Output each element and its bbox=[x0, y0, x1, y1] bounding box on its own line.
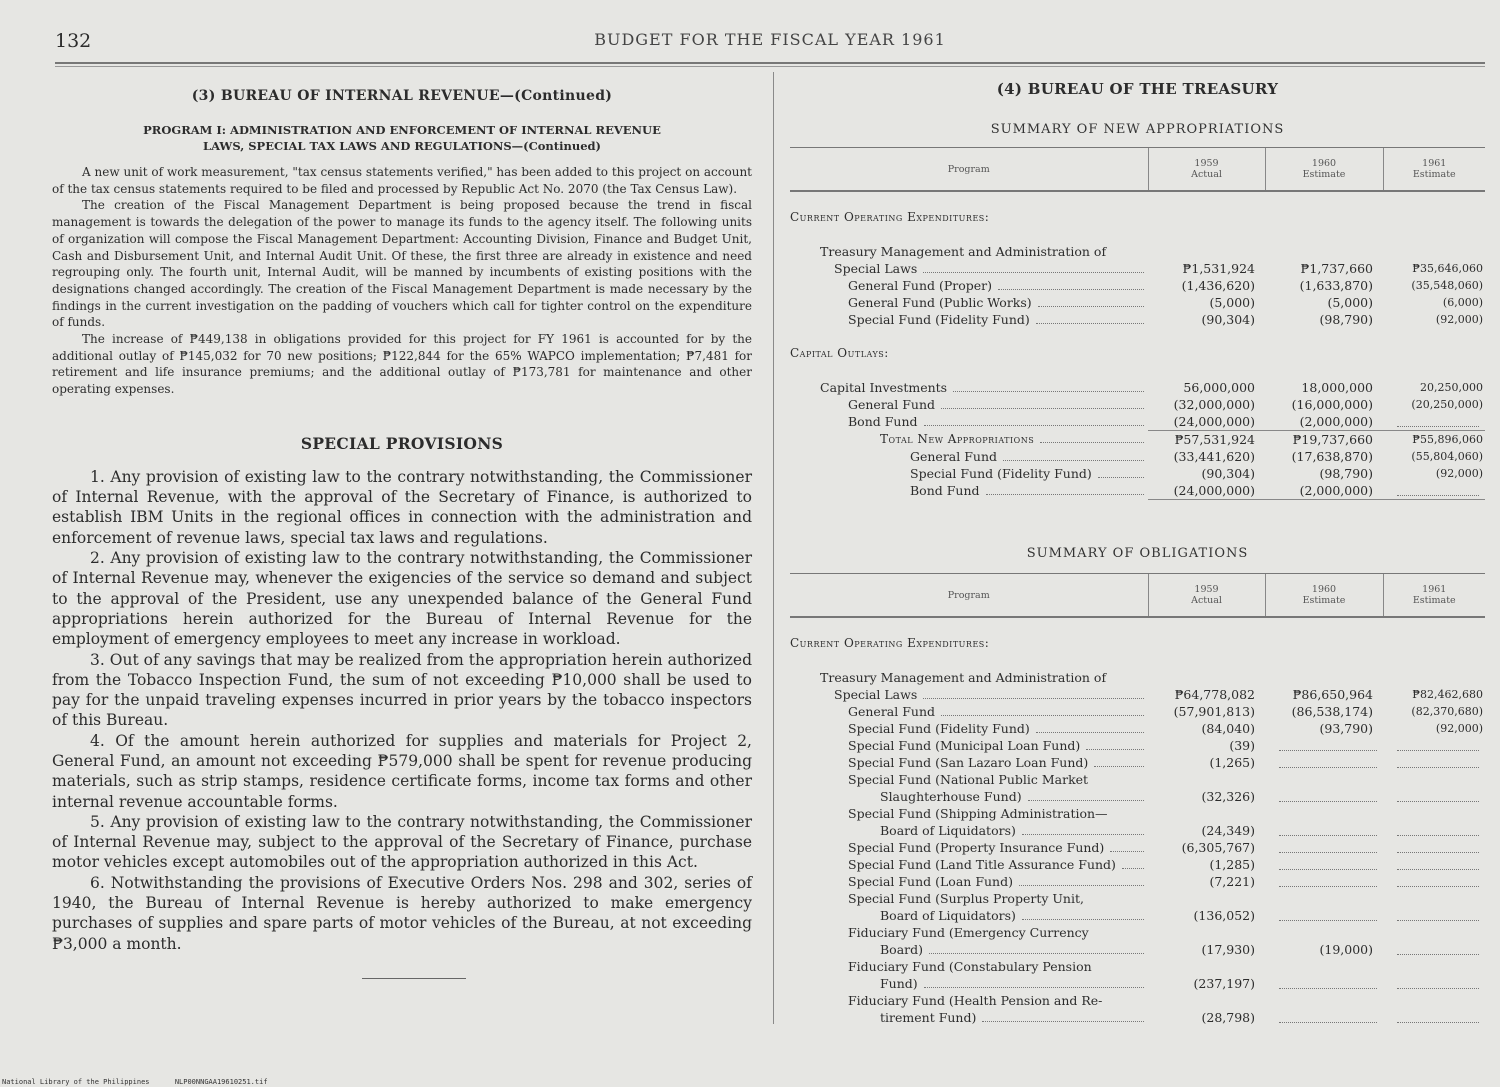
value-1961: (20,250,000) bbox=[1411, 398, 1483, 411]
table-row bbox=[790, 243, 1485, 260]
col-kind: Estimate bbox=[1302, 595, 1346, 606]
provision-item: 6. Notwithstanding the provisions of Executive Orders Nos. 298 and 302, series of 1940, the Bureau of Internal Revenue is hereby authorized to make emergency purchases of supplies and spare parts of motor vehicles of the Bureau, at not exceeding ₱3,000 a month. bbox=[52, 873, 752, 953]
category-heading: Current Operating Expenditures: bbox=[790, 636, 990, 650]
page-number: 132 bbox=[55, 30, 92, 52]
row-label: Special Fund (San Lazaro Loan Fund) bbox=[848, 755, 1089, 770]
value-1961-empty bbox=[1383, 907, 1485, 924]
narrative-paragraph: The creation of the Fiscal Management Department is being proposed because the trend in fiscal management is towards the delegation of the power to manage its funds to the agency itself. The following units of organization will compose the Fiscal Management Department: Accounting Division, Finance and Budget Unit, Cash and Disbursement Unit, and Internal Audit Unit. Of these, the first three are already in existence and need regrouping only. The fourth unit, Internal Audit, will be manned by incumbents of existing positions with the designations changed accordingly. The creation of the Fiscal Management Department is made necessary by the findings in the current investigation on the padding of vouchers which call for tighter control on the expenditure of funds. bbox=[52, 198, 752, 330]
col-1961 bbox=[1383, 148, 1485, 192]
value-1961: (35,548,060) bbox=[1411, 279, 1483, 292]
value-1959: ₱1,531,924 bbox=[1182, 261, 1255, 276]
value-1960: ₱19,737,660 bbox=[1292, 432, 1373, 447]
category-heading: Current Operating Expenditures: bbox=[790, 210, 990, 224]
table-row bbox=[790, 686, 1485, 703]
table-row bbox=[790, 975, 1485, 992]
value-1961: ₱82,462,680 bbox=[1412, 688, 1483, 701]
col-year: 1959 bbox=[1194, 158, 1219, 169]
value-1960-empty bbox=[1265, 873, 1383, 890]
value-1960: (16,000,000) bbox=[1291, 397, 1373, 412]
col-kind: Estimate bbox=[1412, 595, 1456, 606]
value-1961: (92,000) bbox=[1435, 467, 1483, 480]
col-program: Program bbox=[790, 574, 1148, 618]
value-1959: (7,221) bbox=[1209, 874, 1255, 889]
col-1959 bbox=[1148, 574, 1265, 618]
program-title bbox=[52, 122, 752, 154]
column-divider bbox=[773, 72, 774, 1024]
row-label: Special Laws bbox=[834, 687, 918, 702]
value-1961-empty bbox=[1383, 941, 1485, 958]
row-label: General Fund bbox=[910, 449, 998, 464]
col-1961 bbox=[1383, 574, 1485, 618]
value-1959: (90,304) bbox=[1201, 312, 1255, 327]
value-1960: (2,000,000) bbox=[1265, 482, 1383, 500]
table-header-row bbox=[790, 148, 1485, 192]
table-row bbox=[790, 907, 1485, 924]
value-1959: ₱64,778,082 bbox=[1174, 687, 1255, 702]
program-narrative bbox=[52, 164, 752, 398]
value-1961: ₱55,896,060 bbox=[1412, 433, 1483, 446]
value-1960: (86,538,174) bbox=[1291, 704, 1373, 719]
table-row bbox=[790, 703, 1485, 720]
value-1961: ₱35,646,060 bbox=[1412, 262, 1483, 275]
value-1959: (28,798) bbox=[1201, 1010, 1255, 1025]
value-1960: (98,790) bbox=[1319, 312, 1373, 327]
row-label: Treasury Management and Administration of bbox=[820, 670, 1107, 685]
row-label-line1: Special Fund (Shipping Administration— bbox=[848, 806, 1108, 821]
scan-footer bbox=[2, 1078, 268, 1086]
row-label: General Fund (Proper) bbox=[848, 278, 993, 293]
value-1959: (17,930) bbox=[1201, 942, 1255, 957]
value-1960-empty bbox=[1265, 839, 1383, 856]
table-row bbox=[790, 482, 1485, 500]
row-label: Board of Liquidators) bbox=[880, 823, 1016, 838]
row-label: Board) bbox=[880, 942, 924, 957]
value-1959: (32,326) bbox=[1201, 789, 1255, 804]
value-1959: (33,441,620) bbox=[1173, 449, 1255, 464]
table-row bbox=[790, 958, 1485, 975]
table-row bbox=[790, 737, 1485, 754]
value-1959: (84,040) bbox=[1201, 721, 1255, 736]
value-1960: ₱86,650,964 bbox=[1292, 687, 1373, 702]
table-row bbox=[790, 890, 1485, 907]
table-row bbox=[790, 788, 1485, 805]
value-1960: (5,000) bbox=[1327, 295, 1373, 310]
row-label: General Fund bbox=[848, 704, 936, 719]
value-1960: ₱1,737,660 bbox=[1300, 261, 1373, 276]
program-title-line1: PROGRAM I: ADMINISTRATION AND ENFORCEMENT OF INTERNAL REVENUE bbox=[143, 123, 661, 137]
value-1960: 18,000,000 bbox=[1301, 380, 1373, 395]
value-1959: (1,285) bbox=[1209, 857, 1255, 872]
table-row bbox=[790, 635, 1485, 652]
table-row bbox=[790, 413, 1485, 431]
value-1959: (1,265) bbox=[1209, 755, 1255, 770]
value-1961-empty bbox=[1383, 1009, 1485, 1026]
value-1960: (2,000,000) bbox=[1265, 413, 1383, 431]
value-1961: (82,370,680) bbox=[1411, 705, 1483, 718]
table-row bbox=[790, 992, 1485, 1009]
narrative-paragraph: A new unit of work measurement, "tax census statements verified," has been added to this project on account of the tax census statements required to be filed and processed by Republic Act No. 2070 (the Tax Census Law). bbox=[52, 165, 752, 196]
table-row bbox=[790, 771, 1485, 788]
provision-item: 3. Out of any savings that may be realized from the appropriation herein authorized from the Tobacco Inspection Fund, the sum of not exceeding ₱10,000 shall be used to pay for the unpaid traveling expenses incurred in prior years by the tobacco inspectors of this Bureau. bbox=[52, 650, 752, 730]
row-label: Special Fund (Municipal Loan Fund) bbox=[848, 738, 1081, 753]
appropriations-table bbox=[790, 147, 1485, 500]
table-row bbox=[790, 754, 1485, 771]
program-title-line2: LAWS, SPECIAL TAX LAWS AND REGULATIONS—(Continued) bbox=[202, 139, 601, 153]
value-1960: (1,633,870) bbox=[1299, 278, 1373, 293]
row-label: Bond Fund bbox=[910, 483, 980, 499]
row-label: Bond Fund bbox=[848, 414, 918, 430]
row-label: Fund) bbox=[880, 976, 918, 991]
row-label-line1: Fiduciary Fund (Health Pension and Re- bbox=[848, 993, 1103, 1008]
value-1961-empty bbox=[1383, 839, 1485, 856]
table-row bbox=[790, 805, 1485, 822]
special-provisions bbox=[52, 467, 752, 954]
value-1961-empty bbox=[1383, 856, 1485, 873]
value-1960-empty bbox=[1265, 737, 1383, 754]
value-1960-empty bbox=[1265, 754, 1383, 771]
row-label-line1: Fiduciary Fund (Constabulary Pension bbox=[848, 959, 1092, 974]
table-row bbox=[790, 396, 1485, 413]
table-row bbox=[790, 720, 1485, 737]
obligations-table bbox=[790, 573, 1485, 1026]
obligations-title: SUMMARY OF OBLIGATIONS bbox=[1026, 546, 1249, 561]
footer-source: National Library of the Philippines bbox=[2, 1078, 150, 1086]
header-rule bbox=[55, 62, 1485, 64]
col-year: 1960 bbox=[1311, 158, 1337, 169]
value-1960: (98,790) bbox=[1319, 466, 1373, 481]
col-1960 bbox=[1265, 148, 1383, 192]
value-1960-empty bbox=[1265, 788, 1383, 805]
section-title-treasury: (4) BUREAU OF THE TREASURY bbox=[996, 80, 1279, 98]
row-label-line1: Special Fund (Surplus Property Unit, bbox=[848, 891, 1084, 906]
value-1959: (32,000,000) bbox=[1173, 397, 1255, 412]
header-rule-thin bbox=[55, 66, 1485, 67]
table-row bbox=[790, 345, 1485, 362]
provision-item: 5. Any provision of existing law to the contrary notwithstanding, the Commissioner of Internal Revenue may, subject to the approval of the Secretary of Finance, purchase motor vehicles except automobiles out of the appropriation authorized in this Act. bbox=[52, 812, 752, 872]
row-label: Special Fund (Land Title Assurance Fund) bbox=[848, 857, 1116, 872]
table-row bbox=[790, 431, 1485, 449]
value-1959: (24,000,000) bbox=[1148, 413, 1265, 431]
table-row bbox=[790, 379, 1485, 396]
right-column bbox=[790, 80, 1485, 1026]
special-provisions-title: SPECIAL PROVISIONS bbox=[300, 433, 504, 453]
col-program: Program bbox=[790, 148, 1148, 192]
running-head: BUDGET FOR THE FISCAL YEAR 1961 bbox=[594, 30, 946, 49]
table-header-row bbox=[790, 574, 1485, 618]
section-title-bir: (3) BUREAU OF INTERNAL REVENUE—(Continued) bbox=[191, 88, 613, 104]
narrative-paragraph: The increase of ₱449,138 in obligations provided for this project for FY 1961 is accounted for by the additional outlay of ₱145,032 for 70 new positions; ₱122,844 for the 65% WAPCO implementation; ₱7,481 for retirement and life insurance premiums; and the additional outlay of ₱173,781 for maintenance and other operating expenses. bbox=[52, 332, 752, 397]
row-label: Special Fund (Property Insurance Fund) bbox=[848, 840, 1105, 855]
table-row bbox=[790, 669, 1485, 686]
value-1961: (92,000) bbox=[1435, 313, 1483, 326]
value-1959: (24,349) bbox=[1201, 823, 1255, 838]
value-1961-empty bbox=[1383, 482, 1485, 500]
value-1959: (39) bbox=[1229, 738, 1255, 753]
value-1959: (90,304) bbox=[1201, 466, 1255, 481]
table-row bbox=[790, 839, 1485, 856]
value-1961-empty bbox=[1383, 754, 1485, 771]
col-year: 1960 bbox=[1311, 584, 1337, 595]
table-row bbox=[790, 856, 1485, 873]
value-1959: (237,197) bbox=[1193, 976, 1255, 991]
row-label: Special Fund (Fidelity Fund) bbox=[910, 466, 1092, 481]
table-row bbox=[790, 448, 1485, 465]
provision-item: 4. Of the amount herein authorized for supplies and materials for Project 2, General Fund, an amount not exceeding ₱579,000 shall be spent for revenue producing materials, such as strip stamps, residence certificate forms, income tax forms and other internal revenue accountable forms. bbox=[52, 731, 752, 811]
value-1960: (93,790) bbox=[1319, 721, 1373, 736]
value-1959: ₱57,531,924 bbox=[1174, 432, 1255, 447]
value-1960-empty bbox=[1265, 1009, 1383, 1026]
col-1960 bbox=[1265, 574, 1383, 618]
value-1959: (5,000) bbox=[1209, 295, 1255, 310]
table-row bbox=[790, 822, 1485, 839]
row-label: Special Laws bbox=[834, 261, 918, 276]
row-label-line1: Special Fund (National Public Market bbox=[848, 772, 1089, 787]
row-label: Slaughterhouse Fund) bbox=[880, 789, 1022, 804]
col-kind: Actual bbox=[1191, 595, 1222, 606]
value-1960-empty bbox=[1265, 822, 1383, 839]
value-1959: (1,436,620) bbox=[1181, 278, 1255, 293]
value-1960-empty bbox=[1265, 975, 1383, 992]
row-label: Capital Investments bbox=[820, 380, 948, 395]
value-1959: (24,000,000) bbox=[1148, 482, 1265, 500]
col-1959 bbox=[1148, 148, 1265, 192]
value-1961: (92,000) bbox=[1435, 722, 1483, 735]
table-row bbox=[790, 465, 1485, 482]
col-year: 1961 bbox=[1422, 584, 1447, 595]
table-row bbox=[790, 311, 1485, 328]
value-1959: (136,052) bbox=[1193, 908, 1255, 923]
value-1961-empty bbox=[1383, 822, 1485, 839]
row-label: Special Fund (Fidelity Fund) bbox=[848, 312, 1030, 327]
table-row bbox=[790, 941, 1485, 958]
value-1959: 56,000,000 bbox=[1183, 380, 1255, 395]
row-label: General Fund (Public Works) bbox=[848, 295, 1032, 310]
col-kind: Estimate bbox=[1302, 169, 1346, 180]
value-1959: (6,305,767) bbox=[1181, 840, 1255, 855]
table-row bbox=[790, 294, 1485, 311]
table-row bbox=[790, 924, 1485, 941]
row-label: Treasury Management and Administration of bbox=[820, 244, 1107, 259]
row-label: Special Fund (Fidelity Fund) bbox=[848, 721, 1030, 736]
footer-file: NLP00NNGAA19610251.tif bbox=[174, 1078, 268, 1086]
col-kind: Estimate bbox=[1412, 169, 1456, 180]
page-header bbox=[55, 30, 1485, 54]
row-label: Board of Liquidators) bbox=[880, 908, 1016, 923]
col-year: 1959 bbox=[1194, 584, 1219, 595]
col-kind: Actual bbox=[1191, 169, 1222, 180]
value-1961: (55,804,060) bbox=[1411, 450, 1483, 463]
table-row bbox=[790, 209, 1485, 226]
value-1960-empty bbox=[1265, 907, 1383, 924]
value-1961: 20,250,000 bbox=[1420, 381, 1483, 394]
category-heading: Capital Outlays: bbox=[790, 346, 889, 360]
value-1961-empty bbox=[1383, 873, 1485, 890]
value-1960: (17,638,870) bbox=[1291, 449, 1373, 464]
row-label: Special Fund (Loan Fund) bbox=[848, 874, 1013, 889]
row-label: Total New Appropriations bbox=[880, 431, 1035, 446]
row-label: General Fund bbox=[848, 397, 936, 412]
value-1961-empty bbox=[1383, 975, 1485, 992]
value-1961-empty bbox=[1383, 413, 1485, 431]
value-1960: (19,000) bbox=[1319, 942, 1373, 957]
left-column bbox=[52, 88, 752, 979]
table-row bbox=[790, 1009, 1485, 1026]
table-row bbox=[790, 260, 1485, 277]
col-year: 1961 bbox=[1422, 158, 1447, 169]
value-1961-empty bbox=[1383, 788, 1485, 805]
row-label: tirement Fund) bbox=[880, 1010, 977, 1025]
table-row bbox=[790, 873, 1485, 890]
value-1959: (57,901,813) bbox=[1173, 704, 1255, 719]
value-1960-empty bbox=[1265, 856, 1383, 873]
value-1961: (6,000) bbox=[1442, 296, 1483, 309]
appropriations-title: SUMMARY OF NEW APPROPRIATIONS bbox=[990, 122, 1285, 137]
end-rule bbox=[362, 978, 466, 979]
value-1961-empty bbox=[1383, 737, 1485, 754]
row-label-line1: Fiduciary Fund (Emergency Currency bbox=[848, 925, 1089, 940]
provision-item: 1. Any provision of existing law to the contrary notwithstanding, the Commissioner of Internal Revenue, with the approval of the Secretary of Finance, is authorized to establish IBM Units in the regional offices in connection with the administration and enforcement of revenue laws, special tax laws and regulations. bbox=[52, 467, 752, 547]
provision-item: 2. Any provision of existing law to the contrary notwithstanding, the Commissioner of Internal Revenue may, whenever the exigencies of the service so demand and subject to the approval of the President, use any unexpended balance of the General Fund appropriations herein authorized for the Bureau of Internal Revenue for the employment of emergency employees to meet any increase in workload. bbox=[52, 549, 752, 649]
table-row bbox=[790, 277, 1485, 294]
